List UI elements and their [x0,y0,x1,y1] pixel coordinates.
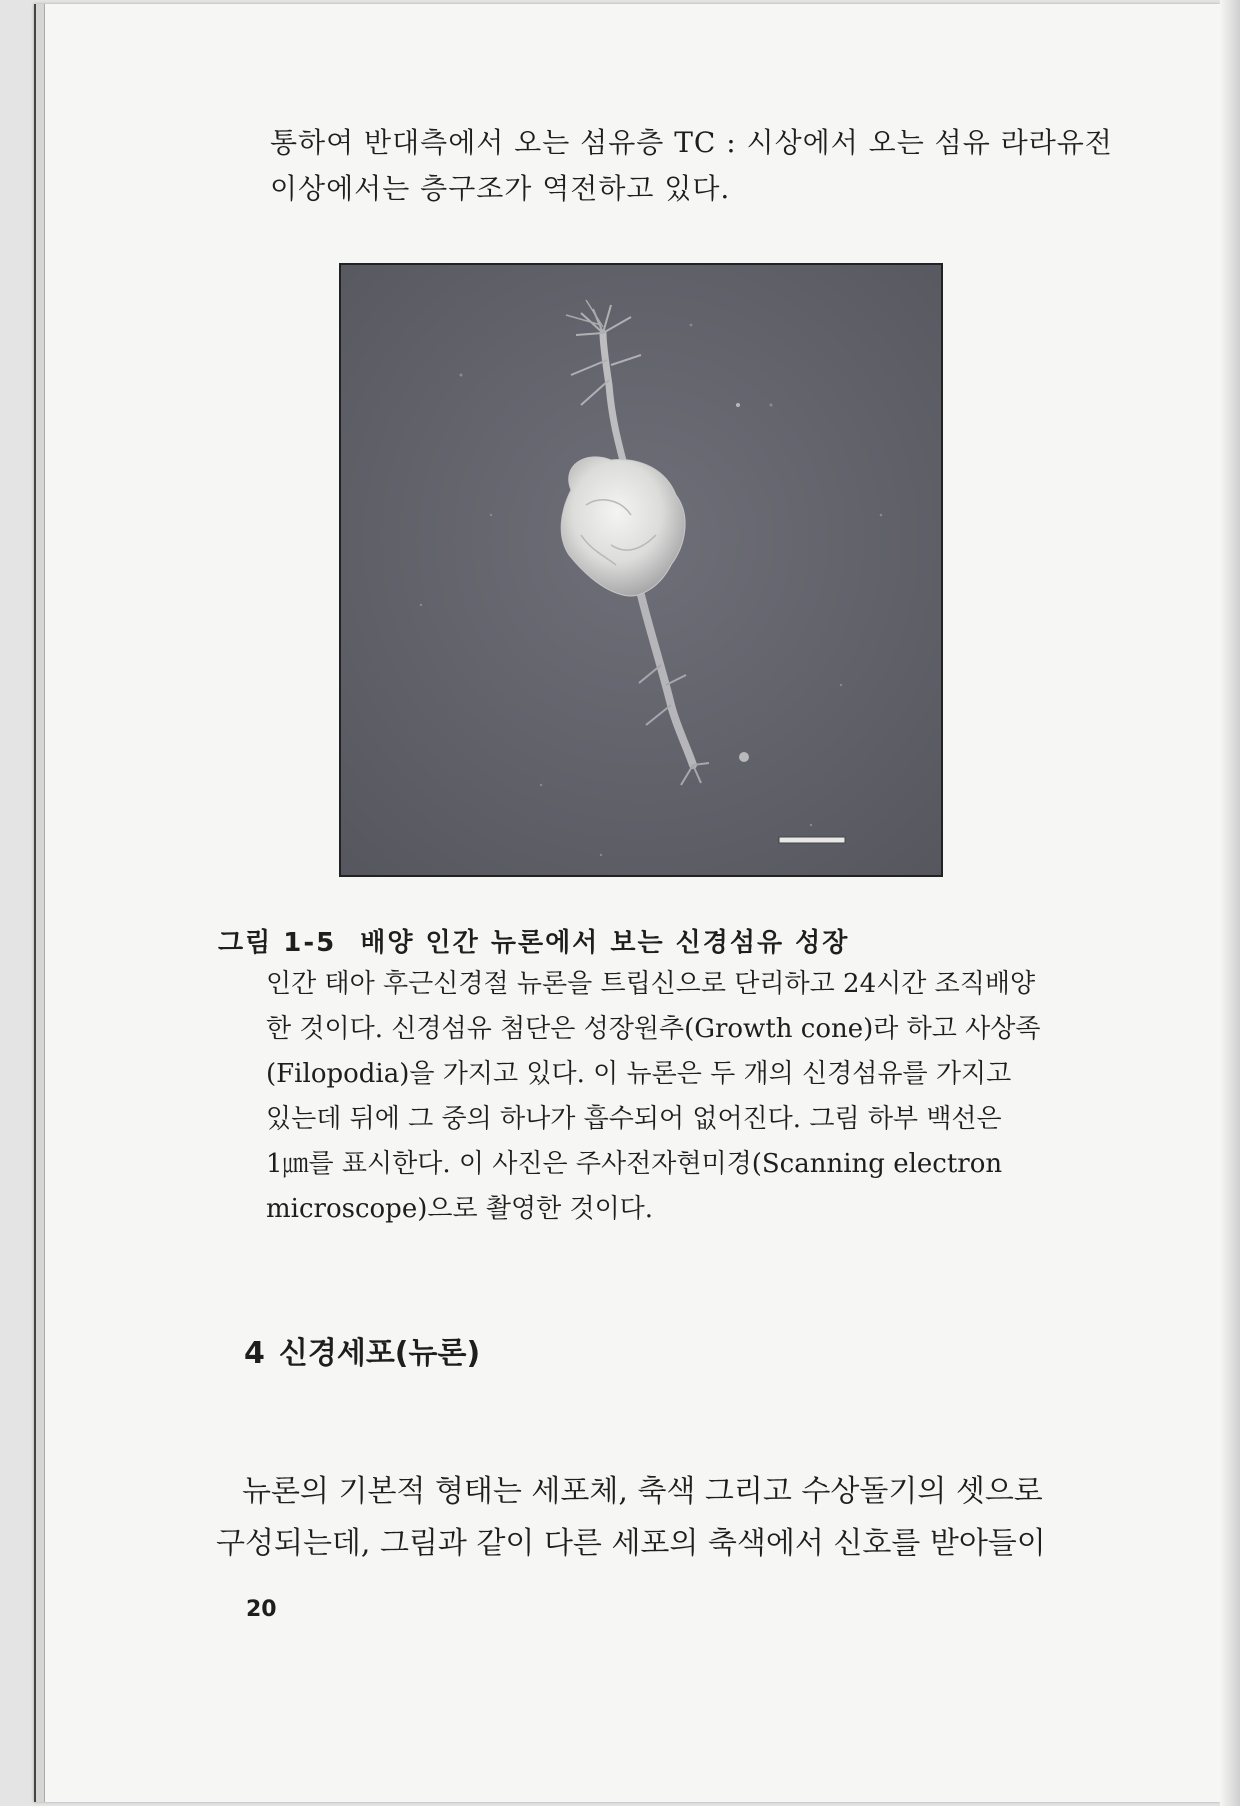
figure-caption-body [266,962,1066,1232]
section-heading [244,1328,480,1372]
top-paragraph-line-1: 통하여 반대측에서 오는 섬유층 TC : 시상에서 오는 섬유 라라유전 [270,126,1113,159]
section-number: 4 [244,1336,265,1371]
section-title: 신경세포(뉴론) [278,1336,481,1371]
sem-micrograph-figure [339,263,943,877]
caption-line: (Filopodia)을 가지고 있다. 이 뉴론은 두 개의 신경섬유를 가지고 [266,1059,1012,1089]
neuron-micrograph-image [341,265,941,875]
top-paragraph-line-2: 이상에서는 층구조가 역전하고 있다. [270,172,731,205]
page-right-edge [1220,0,1240,1806]
scale-bar [779,837,845,843]
caption-line: 한 것이다. 신경섬유 첨단은 성장원추(Growth cone)라 하고 사상족 [266,1014,1041,1044]
caption-line: 인간 태아 후근신경절 뉴론을 트립신으로 단리하고 24시간 조직배양 [266,969,1036,999]
body-paragraph [216,1466,1076,1570]
body-line: 뉴론의 기본적 형태는 세포체, 축색 그리고 수상돌기의 셋으로 [242,1474,1043,1509]
caption-line: 1㎛를 표시한다. 이 사진은 주사전자현미경(Scanning electron [266,1149,1003,1179]
caption-line: 있는데 뒤에 그 중의 하나가 흡수되어 없어진다. 그림 하부 백선은 [266,1104,1002,1134]
figure-caption-title [218,922,849,959]
body-line: 구성되는데, 그림과 같이 다른 세포의 축색에서 신호를 받아들이 [216,1526,1046,1561]
top-paragraph [270,120,1113,212]
page-binding-edge [34,4,45,1802]
caption-line: microscope)으로 촬영한 것이다. [266,1194,654,1224]
figure-number: 그림 1-5 [218,928,337,958]
page-number: 20 [246,1597,277,1622]
figure-title: 배양 인간 뉴론에서 보는 신경섬유 성장 [360,928,850,958]
